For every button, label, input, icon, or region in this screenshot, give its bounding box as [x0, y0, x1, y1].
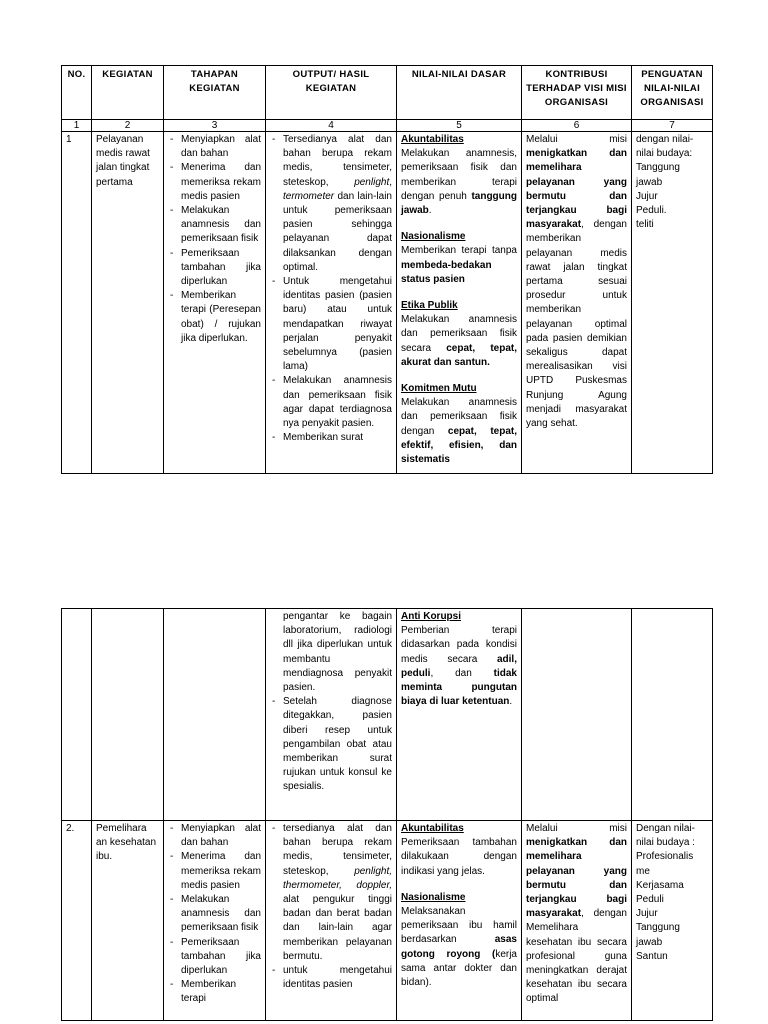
col-number: 2 [92, 120, 164, 132]
tahapan-item: - Melakukan anamnesis dan pemeriksaan fisik [168, 204, 261, 247]
nilai-title-anti-korupsi: Anti Korupsi [401, 611, 461, 622]
table-row [62, 132, 713, 474]
table-row-continued [62, 609, 713, 821]
output-item: - untuk mengetahui identitas pasien [270, 964, 392, 992]
tahapan-item: - Menyiapkan alat dan bahan [168, 133, 261, 161]
row-number: 2. [62, 821, 92, 1021]
header-nilai: NILAI-NILAI DASAR [397, 66, 522, 120]
penguatan-item: Jujur [636, 908, 658, 920]
nilai-text: Pemeriksaan tambahan dilakukaan dengan indikasi yang jelas. [401, 837, 517, 877]
penguatan-item: Kerjasama [636, 879, 684, 891]
header-kegiatan: KEGIATAN [92, 66, 164, 120]
table-row [62, 821, 713, 1021]
nilai-text: Melakukan anamnesis dan pemeriksaan fisik dengan cepat, tepat, efektif, efisien, dan sistematis [401, 397, 517, 466]
header-output: OUTPUT/ HASIL KEGIATAN [266, 66, 397, 120]
col-number: 7 [632, 120, 713, 132]
kegiatan-cell: Pemelihara an kesehatan ibu. [92, 821, 164, 1021]
header-no: NO. [62, 66, 92, 120]
col-number: 1 [62, 120, 92, 132]
nilai-cell [397, 132, 522, 474]
nilai-title-akuntabilitas: Akuntabilitas [401, 134, 464, 145]
header-tahapan: TAHAPAN KEGIATAN [164, 66, 266, 120]
header-kontribusi: KONTRIBUSI TERHADAP VISI MISI ORGANISASI [522, 66, 632, 120]
penguatan-cell [632, 132, 713, 474]
col-number: 3 [164, 120, 266, 132]
kontribusi-cell: Melalui misi menigkatkan dan memelihara pelayanan yang bermutu dan terjangkau bagi masyarakat, dengan memberikan pelayanan medis rawat jalan tingkat pertama sesuai prosedur untuk memberikan pelayanan optimal pada pasien demikian sekaligus dapat merealisasikan visi UPTD Puskesmas Runjung Agung menjadi masyarakat yang sehat. [522, 132, 632, 474]
nilai-text: Pemberian terapi didasarkan pada kondisi medis secara adil, peduli, dan tidak meminta pungutan biaya di luar ketentuan. [401, 625, 517, 708]
output-item: - Melakukan anamnesis dan pemeriksaan fisik agar dapat terdiagnosa nya penyakit pasien. [270, 374, 392, 431]
nilai-cell [397, 609, 522, 821]
header-row [62, 66, 713, 120]
col-number: 4 [266, 120, 397, 132]
col-number: 5 [397, 120, 522, 132]
output-item: - tersedianya alat dan bahan berupa rekam medis, tensimeter, steteskop, penlight, thermometer, doppler, alat pengukur tinggi badan dan berat badan dan lain-lain agar memberikan pelayanan bermutu. [270, 822, 392, 964]
nilai-text: Melaksanakan pemeriksaan ibu hamil berdasarkan asas gotong royong (kerja sama antar dokter dan bidan). [401, 906, 517, 989]
penguatan-item: Peduli [636, 894, 664, 906]
program-table-page-1 [61, 65, 713, 474]
nilai-title-etika-publik: Etika Publik [401, 300, 458, 312]
tahapan-item: - Menerima dan memeriksa rekam medis pasien [168, 850, 261, 893]
penguatan-item: dengan nilai-nilai budaya: Tanggung jawab [636, 134, 694, 188]
kontribusi-cell: Melalui misi menigkatkan dan memelihara pelayanan yang bermutu dan terjangkau bagi masyarakat, dengan Memelihara kesehatan ibu secara profesional guna meningkatkan derajat kesehatan ibu secara optimal [522, 821, 632, 1021]
penguatan-item: Santun [636, 950, 668, 962]
penguatan-item: Peduli. [636, 205, 667, 217]
output-cell [266, 132, 397, 474]
col-number: 6 [522, 120, 632, 132]
nilai-title-akuntabilitas: Akuntabilitas [401, 823, 464, 834]
output-item-continued: pengantar ke bagain laboratorium, radiologi dll jika diperlukan untuk membantu mendiagnosa penyakit pasien. [283, 611, 392, 694]
output-item: - Tersedianya alat dan bahan berupa rekam medis, tensimeter, steteskop, penlight, termometer dan lain-lain untuk pemeriksaan pasien sehingga pelayanan dapat dilaksankan dengan optimal. [270, 133, 392, 275]
nilai-title-komitmen-mutu: Komitmen Mutu [401, 383, 477, 395]
output-item: - Setelah diagnose ditegakkan, pasien diberi resep untuk pengambilan obat atau memberikan surat rujukan untuk konsul ke spesialis. [270, 695, 392, 794]
tahapan-item: - Melakukan anamnesis dan pemeriksaan fisik [168, 893, 261, 936]
penguatan-item: Jujur [636, 190, 658, 202]
tahapan-item: - Pemeriksaan tambahan jika diperlukan [168, 936, 261, 979]
penguatan-item: Dengan nilai-nilai budaya : Profesionalis me [636, 823, 695, 877]
nilai-cell [397, 821, 522, 1021]
nilai-title-nasionalisme: Nasionalisme [401, 891, 466, 903]
penguatan-item: teliti [636, 219, 654, 231]
output-item: - Untuk mengetahui identitas pasien (pasien baru) atau untuk mendapatkan riwayat perjalan penyakit sebelumnya (pasien lama) [270, 275, 392, 374]
nilai-text: Memberikan terapi tanpa membeda-bedakan status pasien [401, 245, 517, 285]
program-table-page-2 [61, 608, 713, 1021]
column-number-row [62, 120, 713, 132]
kegiatan-cell: Pelayanan medis rawat jalan tingkat pertama [92, 132, 164, 474]
tahapan-item: - Menyiapkan alat dan bahan [168, 822, 261, 850]
tahapan-item: - Pemeriksaan tambahan jika diperlukan [168, 247, 261, 290]
output-item: - Memberikan surat [270, 431, 392, 445]
tahapan-item: - Memberikan terapi [168, 978, 261, 1006]
output-cell [266, 609, 397, 821]
penguatan-item: Tanggung jawab [636, 922, 680, 948]
nilai-text: Melakukan anamnesis, pemeriksaan fisik dan memberikan terapi dengan penuh tanggung jawab. [401, 148, 517, 217]
tahapan-item: - Menerima dan memeriksa rekam medis pasien [168, 161, 261, 204]
penguatan-cell [632, 821, 713, 1021]
nilai-title-nasionalisme: Nasionalisme [401, 231, 466, 243]
header-penguatan: PENGUATAN NILAI-NILAI ORGANISASI [632, 66, 713, 120]
tahapan-item: - Memberikan terapi (Peresepan obat) / rujukan jika diperlukan. [168, 289, 261, 346]
nilai-text: Melakukan anamnesis dan pemeriksaan fisik secara cepat, tepat, akurat dan santun. [401, 314, 517, 368]
row-number: 1 [62, 132, 92, 474]
tahapan-cell [164, 132, 266, 474]
tahapan-cell [164, 821, 266, 1021]
output-cell [266, 821, 397, 1021]
